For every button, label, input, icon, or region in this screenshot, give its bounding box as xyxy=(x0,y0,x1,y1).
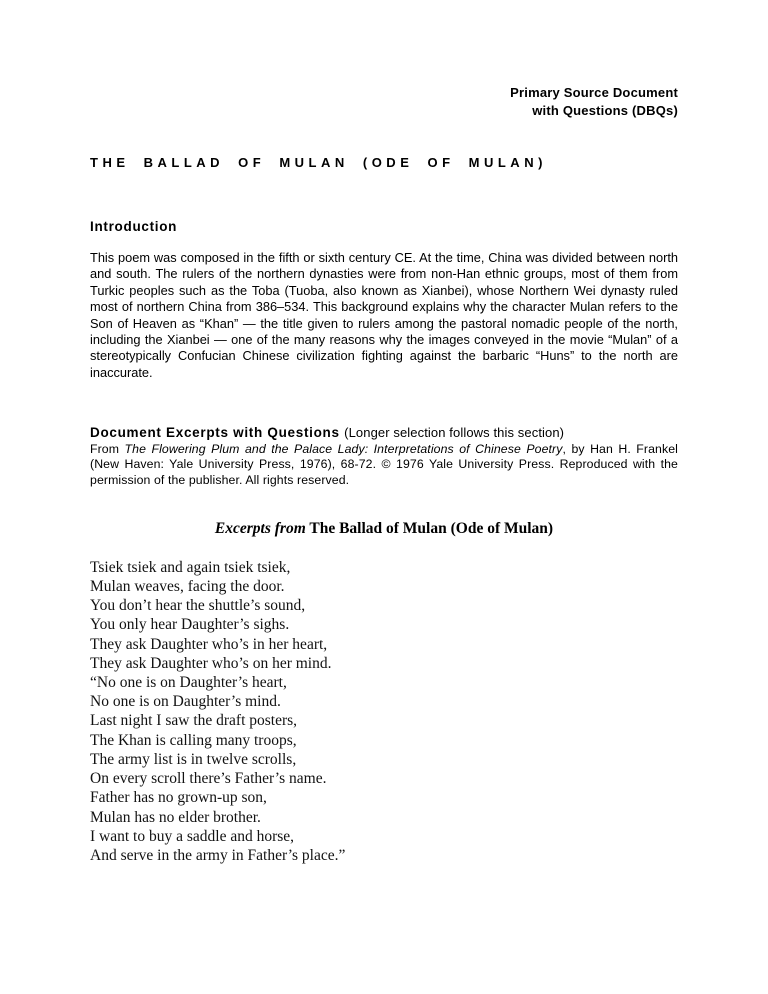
poem-line: You don’t hear the shuttle’s sound, xyxy=(90,597,306,615)
document-title: THE BALLAD OF MULAN (ODE OF MULAN) xyxy=(90,155,547,170)
poem-line: I want to buy a saddle and horse, xyxy=(90,827,295,845)
poem-line: They ask Daughter who’s on her mind. xyxy=(90,654,332,672)
poem-line: The army list is in twelve scrolls, xyxy=(90,750,297,768)
poem-line: And serve in the army in Father’s place.” xyxy=(90,846,346,864)
poem-line: “No one is on Daughter’s heart, xyxy=(90,674,287,692)
excerpts-section-heading xyxy=(90,424,678,442)
poem-line: They ask Daughter who’s in her heart, xyxy=(90,635,328,653)
doc-type-header xyxy=(90,84,678,120)
poem-title-italic-part: Excerpts from xyxy=(214,519,306,537)
poem-title xyxy=(90,519,678,539)
poem-line: Father has no grown-up son, xyxy=(90,789,267,807)
poem-line: No one is on Daughter’s mind. xyxy=(90,693,281,711)
doc-type-line-1: Primary Source Document xyxy=(510,85,678,100)
citation-suffix: , by Han H. Frankel (New Haven: Yale University Press, 1976), 68-72. © 1976 Yale University Press. Reproduced with the permission of the publisher. All rights reserved. xyxy=(90,442,678,487)
poem-title-main-part: The Ballad of Mulan (Ode of Mulan) xyxy=(309,519,554,537)
excerpts-heading-note: (Longer selection follows this section) xyxy=(344,425,565,441)
poem-line: The Khan is calling many troops, xyxy=(90,731,297,749)
poem-excerpt xyxy=(90,558,678,865)
page-content xyxy=(0,84,768,865)
excerpts-heading-label: Document Excerpts with Questions xyxy=(90,425,340,441)
doc-type-line-2: with Questions (DBQs) xyxy=(532,103,678,118)
poem-line: On every scroll there’s Father’s name. xyxy=(90,770,327,788)
poem-line: Last night I saw the draft posters, xyxy=(90,712,298,730)
introduction-paragraph: This poem was composed in the fifth or sixth century CE. At the time, China was divided between north and south. The rulers of the northern dynasties were from non-Han ethnic groups, most of them from Turkic peoples such as the Toba (Tuoba, also known as Xianbei), whose Northern Wei dynasty ruled most of northern China from 386–534. This background explains why the character Mulan refers to the Son of Heaven as “Khan” — the title given to rulers among the pastoral nomadic people of the north, including the Xianbei — one of the many reasons why the images conveyed in the movie “Mulan” of a stereotypically Confucian Chinese civilization fighting against the barbaric “Huns” to the north are inaccurate. xyxy=(90,250,678,380)
citation-book-title: The Flowering Plum and the Palace Lady: Interpretations of Chinese Poetry xyxy=(124,442,563,457)
citation-prefix: From xyxy=(90,442,125,457)
poem-line: Mulan has no elder brother. xyxy=(90,808,261,826)
poem-line: You only hear Daughter’s sighs. xyxy=(90,616,290,634)
poem-line: Tsiek tsiek and again tsiek tsiek, xyxy=(90,558,291,576)
introduction-heading: Introduction xyxy=(90,219,178,234)
source-citation xyxy=(90,442,678,488)
poem-line: Mulan weaves, facing the door. xyxy=(90,578,285,596)
